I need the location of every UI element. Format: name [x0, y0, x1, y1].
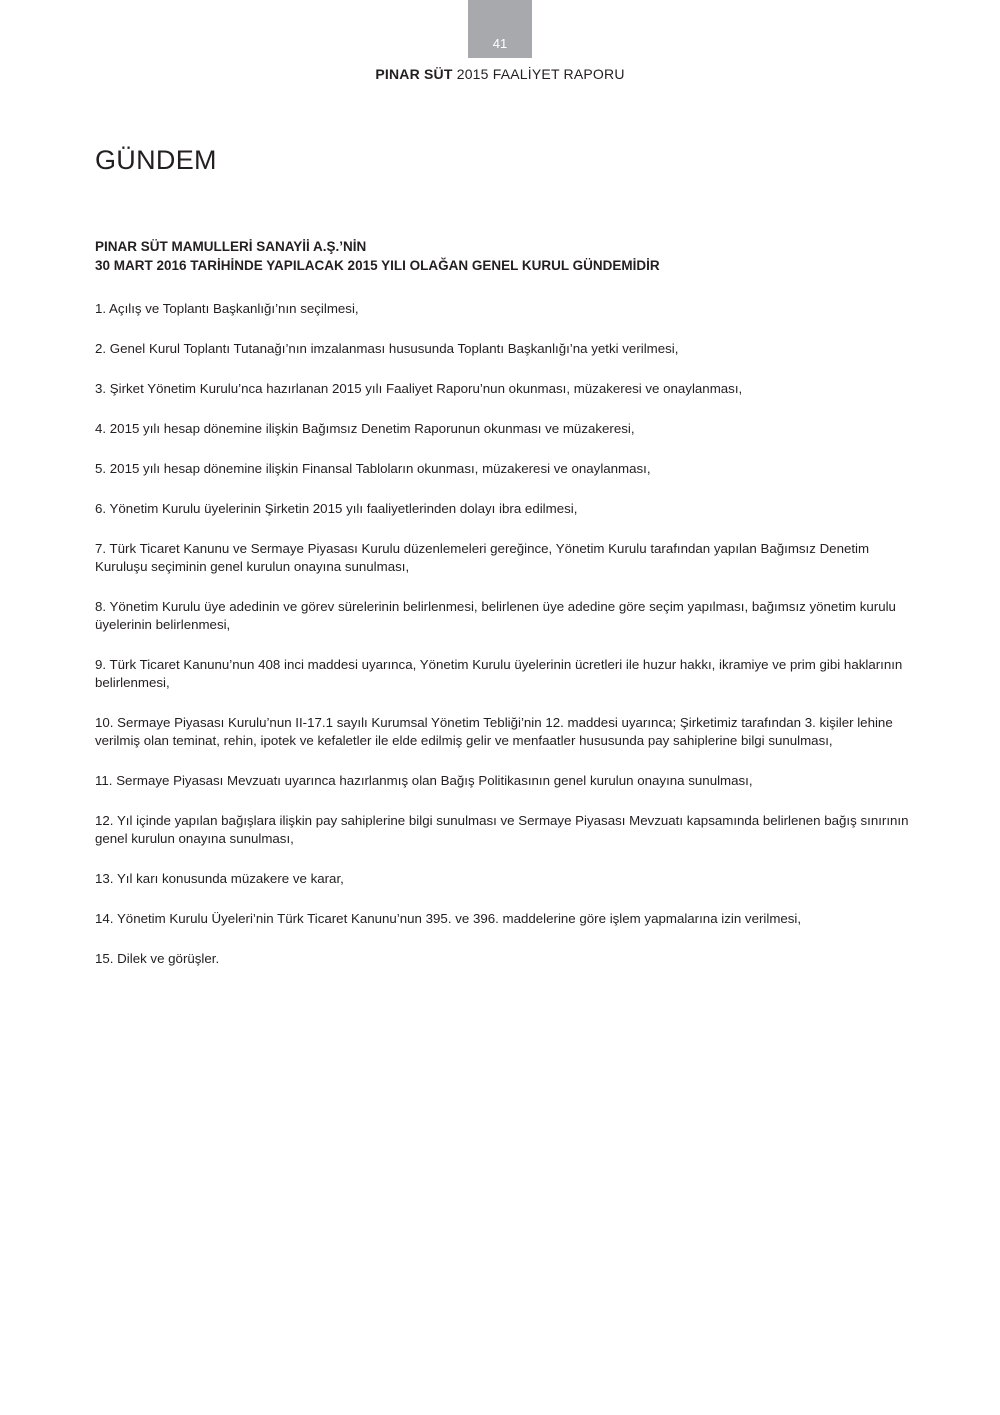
header-report-title: 2015 FAALİYET RAPORU [456, 66, 625, 82]
agenda-item: 2. Genel Kurul Toplantı Tutanağı’nın imzalanması hususunda Toplantı Başkanlığı’na yetki verilmesi, [95, 341, 679, 356]
agenda-item: 5. 2015 yılı hesap dönemine ilişkin Finansal Tabloların okunması, müzakeresi ve onaylanması, [95, 461, 651, 476]
agenda-heading-line-1: PINAR SÜT MAMULLERİ SANAYİİ A.Ş.’NİN [95, 239, 367, 254]
page-title: GÜNDEM [95, 145, 217, 175]
agenda-heading [95, 237, 660, 275]
agenda-item: 15. Dilek ve görüşler. [95, 951, 220, 966]
agenda-item: 1. Açılış ve Toplantı Başkanlığı’nın seçilmesi, [95, 301, 359, 316]
agenda-item: 7. Türk Ticaret Kanunu ve Sermaye Piyasası Kurulu düzenlemeleri gereğince, Yönetim Kurulu tarafından yapılan Bağımsız Denetim Kuruluşu seçiminin genel kurulun onayına sunulması, [95, 541, 870, 574]
agenda-item: 4. 2015 yılı hesap dönemine ilişkin Bağımsız Denetim Raporunun okunması ve müzakeresi, [95, 421, 635, 436]
agenda-item: 13. Yıl karı konusunda müzakere ve karar, [95, 871, 344, 886]
running-header [0, 66, 1000, 82]
agenda-item: 11. Sermaye Piyasası Mevzuatı uyarınca hazırlanmış olan Bağış Politikasının genel kurulun onayına sunulması, [95, 773, 753, 788]
agenda-item: 3. Şirket Yönetim Kurulu’nca hazırlanan 2015 yılı Faaliyet Raporu’nun okunması, müzakeresi ve onaylanması, [95, 381, 743, 396]
agenda-item: 14. Yönetim Kurulu Üyeleri’nin Türk Ticaret Kanunu’nun 395. ve 396. maddelerine göre işlem yapmalarına izin verilmesi, [95, 911, 802, 926]
agenda-item: 9. Türk Ticaret Kanunu’nun 408 inci maddesi uyarınca, Yönetim Kurulu üyelerinin ücretleri ile huzur hakkı, ikramiye ve prim gibi haklarının belirlenmesi, [95, 657, 903, 690]
page-number-tab [468, 0, 532, 58]
agenda-item: 10. Sermaye Piyasası Kurulu’nun II-17.1 sayılı Kurumsal Yönetim Tebliği’nin 12. maddesi uyarınca; Şirketimiz tarafından 3. kişiler lehine verilmiş olan teminat, rehin, ipotek ve kefaletler ile elde edilmiş gelir ve menfaatler hususunda pay sahiplerine bilgi sunulması, [95, 715, 893, 748]
agenda-item: 8. Yönetim Kurulu üye adedinin ve görev sürelerinin belirlenmesi, belirlenen üye adedine göre seçim yapılması, bağımsız yönetim kurulu üyelerinin belirlenmesi, [95, 599, 896, 632]
agenda-item: 6. Yönetim Kurulu üyelerinin Şirketin 2015 yılı faaliyetlerinden dolayı ibra edilmesi, [95, 501, 578, 516]
agenda-list [95, 300, 910, 990]
agenda-item: 12. Yıl içinde yapılan bağışlara ilişkin pay sahiplerine bilgi sunulması ve Sermaye Piyasası Mevzuatı kapsamında belirlenen bağış sınırının genel kurulun onayına sunulması, [95, 813, 909, 846]
agenda-heading-line-2: 30 MART 2016 TARİHİNDE YAPILACAK 2015 YILI OLAĞAN GENEL KURUL GÜNDEMİDİR [95, 258, 660, 273]
header-brand: PINAR SÜT [375, 66, 453, 82]
page-number: 41 [492, 36, 508, 51]
